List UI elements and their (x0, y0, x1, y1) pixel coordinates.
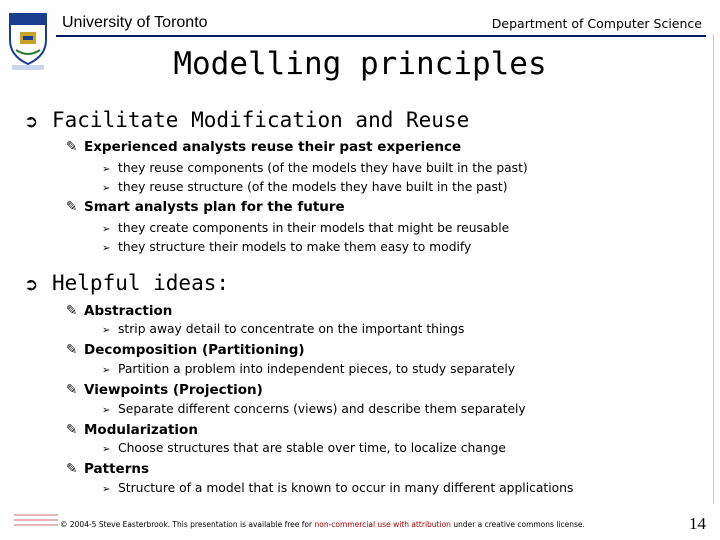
triangle-bullet-icon: ➢ (102, 444, 111, 455)
page-number: 14 (689, 514, 706, 533)
sub-item-text: they create components in their models that might be reusable (118, 221, 510, 235)
pen-bullet-icon: ✎ (66, 461, 78, 477)
list-item (66, 422, 198, 438)
slide-title: Modelling principles (173, 46, 547, 82)
sub-item (102, 481, 573, 495)
triangle-bullet-icon: ➢ (102, 325, 111, 336)
copyright-text: © 2004-5 Steve Easterbrook. This presentation is available free for (60, 520, 313, 529)
sub-item-text: strip away detail to concentrate on the important things (118, 322, 465, 336)
item-heading: Experienced analysts reuse their past experience (84, 139, 462, 155)
license-text: under a creative commons license. (453, 520, 585, 529)
list-item (66, 461, 149, 477)
sub-item-text: Structure of a model that is known to occur in many different applications (118, 481, 574, 495)
section-bullet (24, 108, 469, 132)
sub-item-text: they structure their models to make them easy to modify (118, 240, 472, 254)
triangle-bullet-icon: ➢ (102, 183, 111, 194)
section-bullet (24, 271, 229, 295)
item-heading: Abstraction (84, 303, 173, 319)
item-heading: Decomposition (Partitioning) (84, 342, 305, 358)
sub-item-text: they reuse structure (of the models they have built in the past) (118, 180, 508, 194)
list-item (66, 199, 345, 215)
list-item (66, 139, 461, 155)
list-item (66, 382, 263, 398)
sub-item-text: Separate different concerns (views) and describe them separately (118, 402, 526, 416)
footer-copyright (60, 520, 585, 529)
list-item (66, 303, 172, 319)
slide-border (713, 34, 714, 504)
item-heading: Smart analysts plan for the future (84, 199, 345, 215)
sub-item-text: Choose structures that are stable over time, to localize change (118, 441, 507, 455)
triangle-bullet-icon: ➢ (102, 365, 111, 376)
pen-bullet-icon: ✎ (66, 382, 78, 398)
triangle-bullet-icon: ➢ (102, 224, 111, 235)
item-heading: Patterns (84, 461, 150, 477)
sub-item (102, 221, 509, 235)
arrow-bullet-icon: ➲ (24, 112, 39, 132)
university-name: University of Toronto (62, 14, 208, 31)
section-heading: Facilitate Modification and Reuse (52, 108, 470, 132)
sub-item (102, 161, 528, 175)
pen-bullet-icon: ✎ (66, 422, 78, 438)
footer-logo-icon (14, 514, 58, 536)
header-divider (56, 35, 706, 37)
triangle-bullet-icon: ➢ (102, 405, 111, 416)
pen-bullet-icon: ✎ (66, 342, 78, 358)
sub-item (102, 441, 506, 455)
sub-item-text: they reuse components (of the models they have built in the past) (118, 161, 528, 175)
item-heading: Modularization (84, 422, 198, 438)
item-heading: Viewpoints (Projection) (84, 382, 263, 398)
license-link[interactable]: non-commercial use with attribution (314, 520, 451, 529)
sub-item (102, 402, 526, 416)
triangle-bullet-icon: ➢ (102, 484, 111, 495)
pen-bullet-icon: ✎ (66, 139, 78, 155)
sub-item-text: Partition a problem into independent pieces, to study separately (118, 362, 516, 376)
sub-item (102, 240, 471, 254)
triangle-bullet-icon: ➢ (102, 243, 111, 254)
arrow-bullet-icon: ➲ (24, 275, 39, 295)
section-heading: Helpful ideas: (52, 271, 230, 295)
triangle-bullet-icon: ➢ (102, 164, 111, 175)
department-name: Department of Computer Science (491, 16, 702, 31)
sub-item (102, 322, 464, 336)
pen-bullet-icon: ✎ (66, 199, 78, 215)
list-item (66, 342, 305, 358)
pen-bullet-icon: ✎ (66, 303, 78, 319)
sub-item (102, 180, 508, 194)
sub-item (102, 362, 515, 376)
